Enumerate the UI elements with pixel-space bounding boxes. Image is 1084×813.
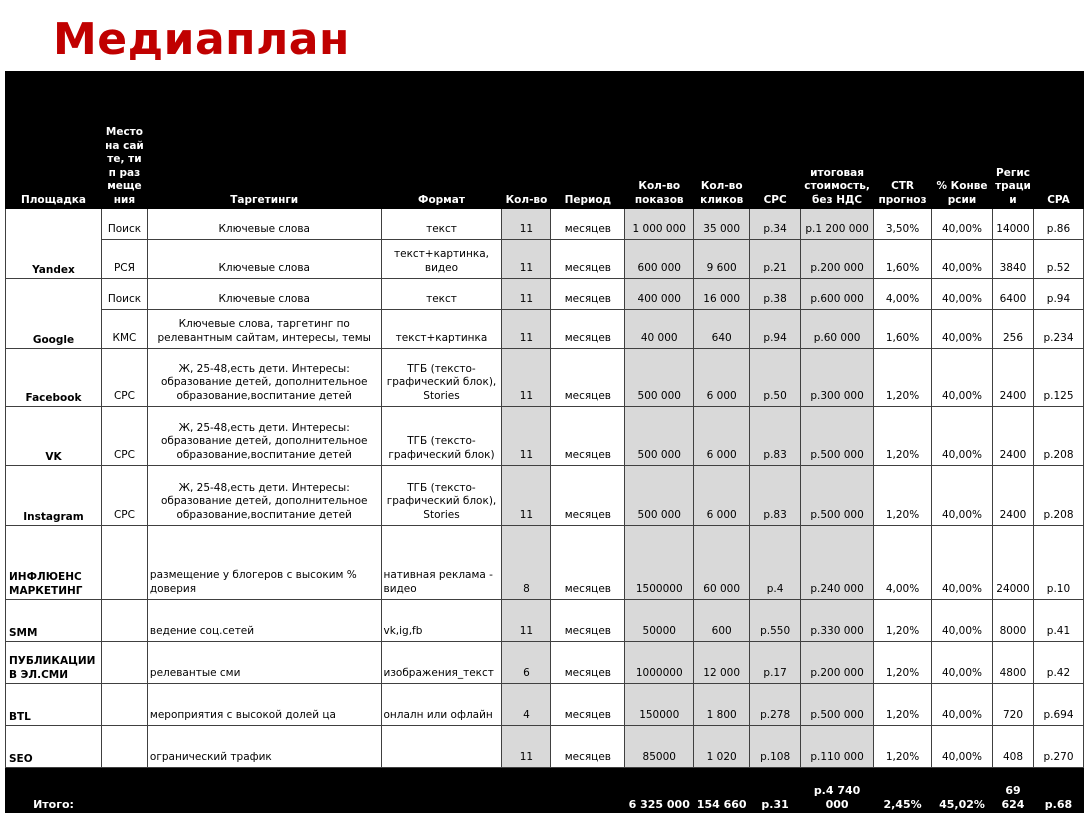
ctr-cell: 1,60% — [874, 310, 932, 349]
clicks-cell: 12 000 — [694, 642, 750, 684]
impressions-cell: 1000000 — [625, 642, 694, 684]
period-cell: месяцев — [551, 279, 625, 310]
cpc-cell: р.94 — [750, 310, 801, 349]
targeting-cell: Ж, 25-48,есть дети. Интересы: образование детей, дополнительное образование,воспитание детей — [147, 466, 381, 526]
platform-cell: SMM — [6, 600, 102, 642]
placement-cell — [101, 600, 147, 642]
placement-cell: Поиск — [101, 279, 147, 310]
qty-cell: 11 — [502, 240, 551, 279]
period-cell: месяцев — [551, 310, 625, 349]
qty-cell: 11 — [502, 407, 551, 466]
qty-cell: 11 — [502, 600, 551, 642]
header-reg: Регистрации — [992, 72, 1033, 209]
header-row — [6, 72, 1084, 209]
format-cell: ТГБ (тексто-графический блок) — [381, 407, 502, 466]
impressions-cell: 400 000 — [625, 279, 694, 310]
placement-cell: CPC — [101, 407, 147, 466]
clicks-cell: 35 000 — [694, 209, 750, 240]
cpa-cell: р.234 — [1033, 310, 1083, 349]
cpc-cell: р.38 — [750, 279, 801, 310]
period-cell: месяцев — [551, 466, 625, 526]
total-cell: р.500 000 — [801, 684, 874, 726]
reg-cell: 408 — [992, 726, 1033, 768]
ctr-cell: 1,20% — [874, 642, 932, 684]
header-clicks: Кол-во кликов — [694, 72, 750, 209]
impressions-cell: 40 000 — [625, 310, 694, 349]
impressions-cell: 150000 — [625, 684, 694, 726]
ctr-cell: 1,20% — [874, 407, 932, 466]
format-cell: текст+картинка — [381, 310, 502, 349]
page-title: Медиаплан — [53, 14, 350, 65]
cpc-cell: р.278 — [750, 684, 801, 726]
targeting-cell: Ж, 25-48,есть дети. Интересы: образование детей, дополнительное образование,воспитание детей — [147, 349, 381, 407]
total-cell: р.1 200 000 — [801, 209, 874, 240]
reg-cell: 14000 — [992, 209, 1033, 240]
cpc-cell: р.50 — [750, 349, 801, 407]
table-row — [6, 209, 1084, 240]
ctr-cell: 1,60% — [874, 240, 932, 279]
clicks-cell: 640 — [694, 310, 750, 349]
total-cell: р.330 000 — [801, 600, 874, 642]
format-cell: изображения_текст — [381, 642, 502, 684]
placement-cell: КМС — [101, 310, 147, 349]
platform-cell: ИНФЛЮЕНС МАРКЕТИНГ — [6, 526, 102, 600]
qty-cell: 6 — [502, 642, 551, 684]
table-row — [6, 279, 1084, 310]
platform-cell: Google — [6, 279, 102, 349]
table-row — [6, 349, 1084, 407]
header-conv: % Конверсии — [932, 72, 993, 209]
qty-cell: 8 — [502, 526, 551, 600]
totals-empty — [381, 768, 502, 813]
placement-cell — [101, 726, 147, 768]
total-cell: р.300 000 — [801, 349, 874, 407]
reg-cell: 720 — [992, 684, 1033, 726]
header-platform: Площадка — [6, 72, 102, 209]
totals-ctr: 2,45% — [874, 768, 932, 813]
conv-cell: 40,00% — [932, 209, 993, 240]
table-row — [6, 600, 1084, 642]
ctr-cell: 1,20% — [874, 466, 932, 526]
cpa-cell: р.694 — [1033, 684, 1083, 726]
qty-cell: 11 — [502, 209, 551, 240]
reg-cell: 2400 — [992, 349, 1033, 407]
total-cell: р.110 000 — [801, 726, 874, 768]
platform-cell: VK — [6, 407, 102, 466]
impressions-cell: 50000 — [625, 600, 694, 642]
period-cell: месяцев — [551, 349, 625, 407]
cpa-cell: р.10 — [1033, 526, 1083, 600]
targeting-cell: мероприятия с высокой долей ца — [147, 684, 381, 726]
placement-cell — [101, 526, 147, 600]
impressions-cell: 85000 — [625, 726, 694, 768]
cpa-cell: р.208 — [1033, 407, 1083, 466]
header-format: Формат — [381, 72, 502, 209]
cpa-cell: р.41 — [1033, 600, 1083, 642]
format-cell: ТГБ (тексто-графический блок), Stories — [381, 466, 502, 526]
format-cell: ТГБ (тексто-графический блок), Stories — [381, 349, 502, 407]
impressions-cell: 500 000 — [625, 349, 694, 407]
conv-cell: 40,00% — [932, 526, 993, 600]
clicks-cell: 16 000 — [694, 279, 750, 310]
period-cell: месяцев — [551, 642, 625, 684]
totals-conv: 45,02% — [932, 768, 993, 813]
cpa-cell: р.270 — [1033, 726, 1083, 768]
cpc-cell: р.550 — [750, 600, 801, 642]
conv-cell: 40,00% — [932, 642, 993, 684]
conv-cell: 40,00% — [932, 684, 993, 726]
table-row — [6, 407, 1084, 466]
totals-cpc: р.31 — [750, 768, 801, 813]
cpc-cell: р.17 — [750, 642, 801, 684]
cpc-cell: р.108 — [750, 726, 801, 768]
period-cell: месяцев — [551, 407, 625, 466]
targeting-cell: Ключевые слова — [147, 209, 381, 240]
conv-cell: 40,00% — [932, 466, 993, 526]
clicks-cell: 600 — [694, 600, 750, 642]
header-qty: Кол-во — [502, 72, 551, 209]
totals-clicks: 154 660 — [694, 768, 750, 813]
conv-cell: 40,00% — [932, 600, 993, 642]
targeting-cell: Ключевые слова — [147, 240, 381, 279]
header-period: Период — [551, 72, 625, 209]
total-cell: р.500 000 — [801, 407, 874, 466]
impressions-cell: 1 000 000 — [625, 209, 694, 240]
conv-cell: 40,00% — [932, 310, 993, 349]
placement-cell — [101, 684, 147, 726]
platform-cell: SEO — [6, 726, 102, 768]
conv-cell: 40,00% — [932, 726, 993, 768]
qty-cell: 11 — [502, 726, 551, 768]
totals-impressions: 6 325 000 — [625, 768, 694, 813]
period-cell: месяцев — [551, 600, 625, 642]
media-plan-table — [5, 71, 1084, 813]
placement-cell: РСЯ — [101, 240, 147, 279]
targeting-cell: огранический трафик — [147, 726, 381, 768]
clicks-cell: 1 800 — [694, 684, 750, 726]
reg-cell: 4800 — [992, 642, 1033, 684]
cpa-cell: р.125 — [1033, 349, 1083, 407]
format-cell: vk,ig,fb — [381, 600, 502, 642]
totals-empty — [101, 768, 147, 813]
ctr-cell: 3,50% — [874, 209, 932, 240]
reg-cell: 3840 — [992, 240, 1033, 279]
ctr-cell: 4,00% — [874, 526, 932, 600]
platform-cell: Facebook — [6, 349, 102, 407]
cpa-cell: р.208 — [1033, 466, 1083, 526]
qty-cell: 11 — [502, 466, 551, 526]
clicks-cell: 60 000 — [694, 526, 750, 600]
clicks-cell: 6 000 — [694, 407, 750, 466]
reg-cell: 6400 — [992, 279, 1033, 310]
header-ctr: CTR прогноз — [874, 72, 932, 209]
cpc-cell: р.21 — [750, 240, 801, 279]
table-row — [6, 726, 1084, 768]
clicks-cell: 6 000 — [694, 349, 750, 407]
header-targeting: Таргетинги — [147, 72, 381, 209]
cpc-cell: р.83 — [750, 407, 801, 466]
conv-cell: 40,00% — [932, 240, 993, 279]
period-cell: месяцев — [551, 240, 625, 279]
placement-cell: Поиск — [101, 209, 147, 240]
conv-cell: 40,00% — [932, 407, 993, 466]
header-total: итоговая стоимость, без НДС — [801, 72, 874, 209]
reg-cell: 2400 — [992, 407, 1033, 466]
totals-empty — [502, 768, 551, 813]
placement-cell — [101, 642, 147, 684]
impressions-cell: 500 000 — [625, 407, 694, 466]
cpa-cell: р.94 — [1033, 279, 1083, 310]
qty-cell: 11 — [502, 310, 551, 349]
format-cell: текст — [381, 279, 502, 310]
targeting-cell: Ключевые слова, таргетинг по релевантным сайтам, интересы, темы — [147, 310, 381, 349]
period-cell: месяцев — [551, 526, 625, 600]
clicks-cell: 1 020 — [694, 726, 750, 768]
targeting-cell: Ж, 25-48,есть дети. Интересы: образование детей, дополнительное образование,воспитание детей — [147, 407, 381, 466]
totals-cpa: р.68 — [1033, 768, 1083, 813]
platform-cell: ПУБЛИКАЦИИ В ЭЛ.СМИ — [6, 642, 102, 684]
total-cell: р.500 000 — [801, 466, 874, 526]
conv-cell: 40,00% — [932, 279, 993, 310]
total-cell: р.200 000 — [801, 240, 874, 279]
cpc-cell: р.4 — [750, 526, 801, 600]
format-cell: текст — [381, 209, 502, 240]
ctr-cell: 4,00% — [874, 279, 932, 310]
format-cell — [381, 726, 502, 768]
table-row — [6, 240, 1084, 279]
clicks-cell: 6 000 — [694, 466, 750, 526]
cpa-cell: р.86 — [1033, 209, 1083, 240]
targeting-cell: ведение соц.сетей — [147, 600, 381, 642]
impressions-cell: 500 000 — [625, 466, 694, 526]
platform-cell: Yandex — [6, 209, 102, 279]
qty-cell: 11 — [502, 279, 551, 310]
targeting-cell: размещение у блогеров с высоким % доверия — [147, 526, 381, 600]
platform-cell: Instagram — [6, 466, 102, 526]
reg-cell: 24000 — [992, 526, 1033, 600]
totals-empty — [551, 768, 625, 813]
total-cell: р.60 000 — [801, 310, 874, 349]
platform-cell: BTL — [6, 684, 102, 726]
impressions-cell: 600 000 — [625, 240, 694, 279]
total-cell: р.600 000 — [801, 279, 874, 310]
placement-cell: CPC — [101, 349, 147, 407]
reg-cell: 2400 — [992, 466, 1033, 526]
cpa-cell: р.52 — [1033, 240, 1083, 279]
qty-cell: 4 — [502, 684, 551, 726]
format-cell: нативная реклама - видео — [381, 526, 502, 600]
ctr-cell: 1,20% — [874, 684, 932, 726]
total-cell: р.200 000 — [801, 642, 874, 684]
cpc-cell: р.83 — [750, 466, 801, 526]
header-placement: Место на сайте, тип размещения — [101, 72, 147, 209]
ctr-cell: 1,20% — [874, 600, 932, 642]
format-cell: онлалн или офлайн — [381, 684, 502, 726]
totals-reg: 69 624 — [992, 768, 1033, 813]
cpc-cell: р.34 — [750, 209, 801, 240]
totals-row — [6, 768, 1084, 813]
period-cell: месяцев — [551, 726, 625, 768]
reg-cell: 256 — [992, 310, 1033, 349]
header-cpc: CPC — [750, 72, 801, 209]
totals-empty — [147, 768, 381, 813]
table-row — [6, 310, 1084, 349]
table-row — [6, 526, 1084, 600]
period-cell: месяцев — [551, 209, 625, 240]
table-row — [6, 642, 1084, 684]
placement-cell: CPC — [101, 466, 147, 526]
reg-cell: 8000 — [992, 600, 1033, 642]
qty-cell: 11 — [502, 349, 551, 407]
ctr-cell: 1,20% — [874, 726, 932, 768]
table-row — [6, 684, 1084, 726]
period-cell: месяцев — [551, 684, 625, 726]
totals-label: Итого: — [6, 768, 102, 813]
impressions-cell: 1500000 — [625, 526, 694, 600]
clicks-cell: 9 600 — [694, 240, 750, 279]
header-cpa: CPA — [1033, 72, 1083, 209]
cpa-cell: р.42 — [1033, 642, 1083, 684]
targeting-cell: релевантые сми — [147, 642, 381, 684]
totals-total: р.4 740 000 — [801, 768, 874, 813]
header-impressions: Кол-во показов — [625, 72, 694, 209]
table-row — [6, 466, 1084, 526]
conv-cell: 40,00% — [932, 349, 993, 407]
targeting-cell: Ключевые слова — [147, 279, 381, 310]
format-cell: текст+картинка, видео — [381, 240, 502, 279]
ctr-cell: 1,20% — [874, 349, 932, 407]
total-cell: р.240 000 — [801, 526, 874, 600]
